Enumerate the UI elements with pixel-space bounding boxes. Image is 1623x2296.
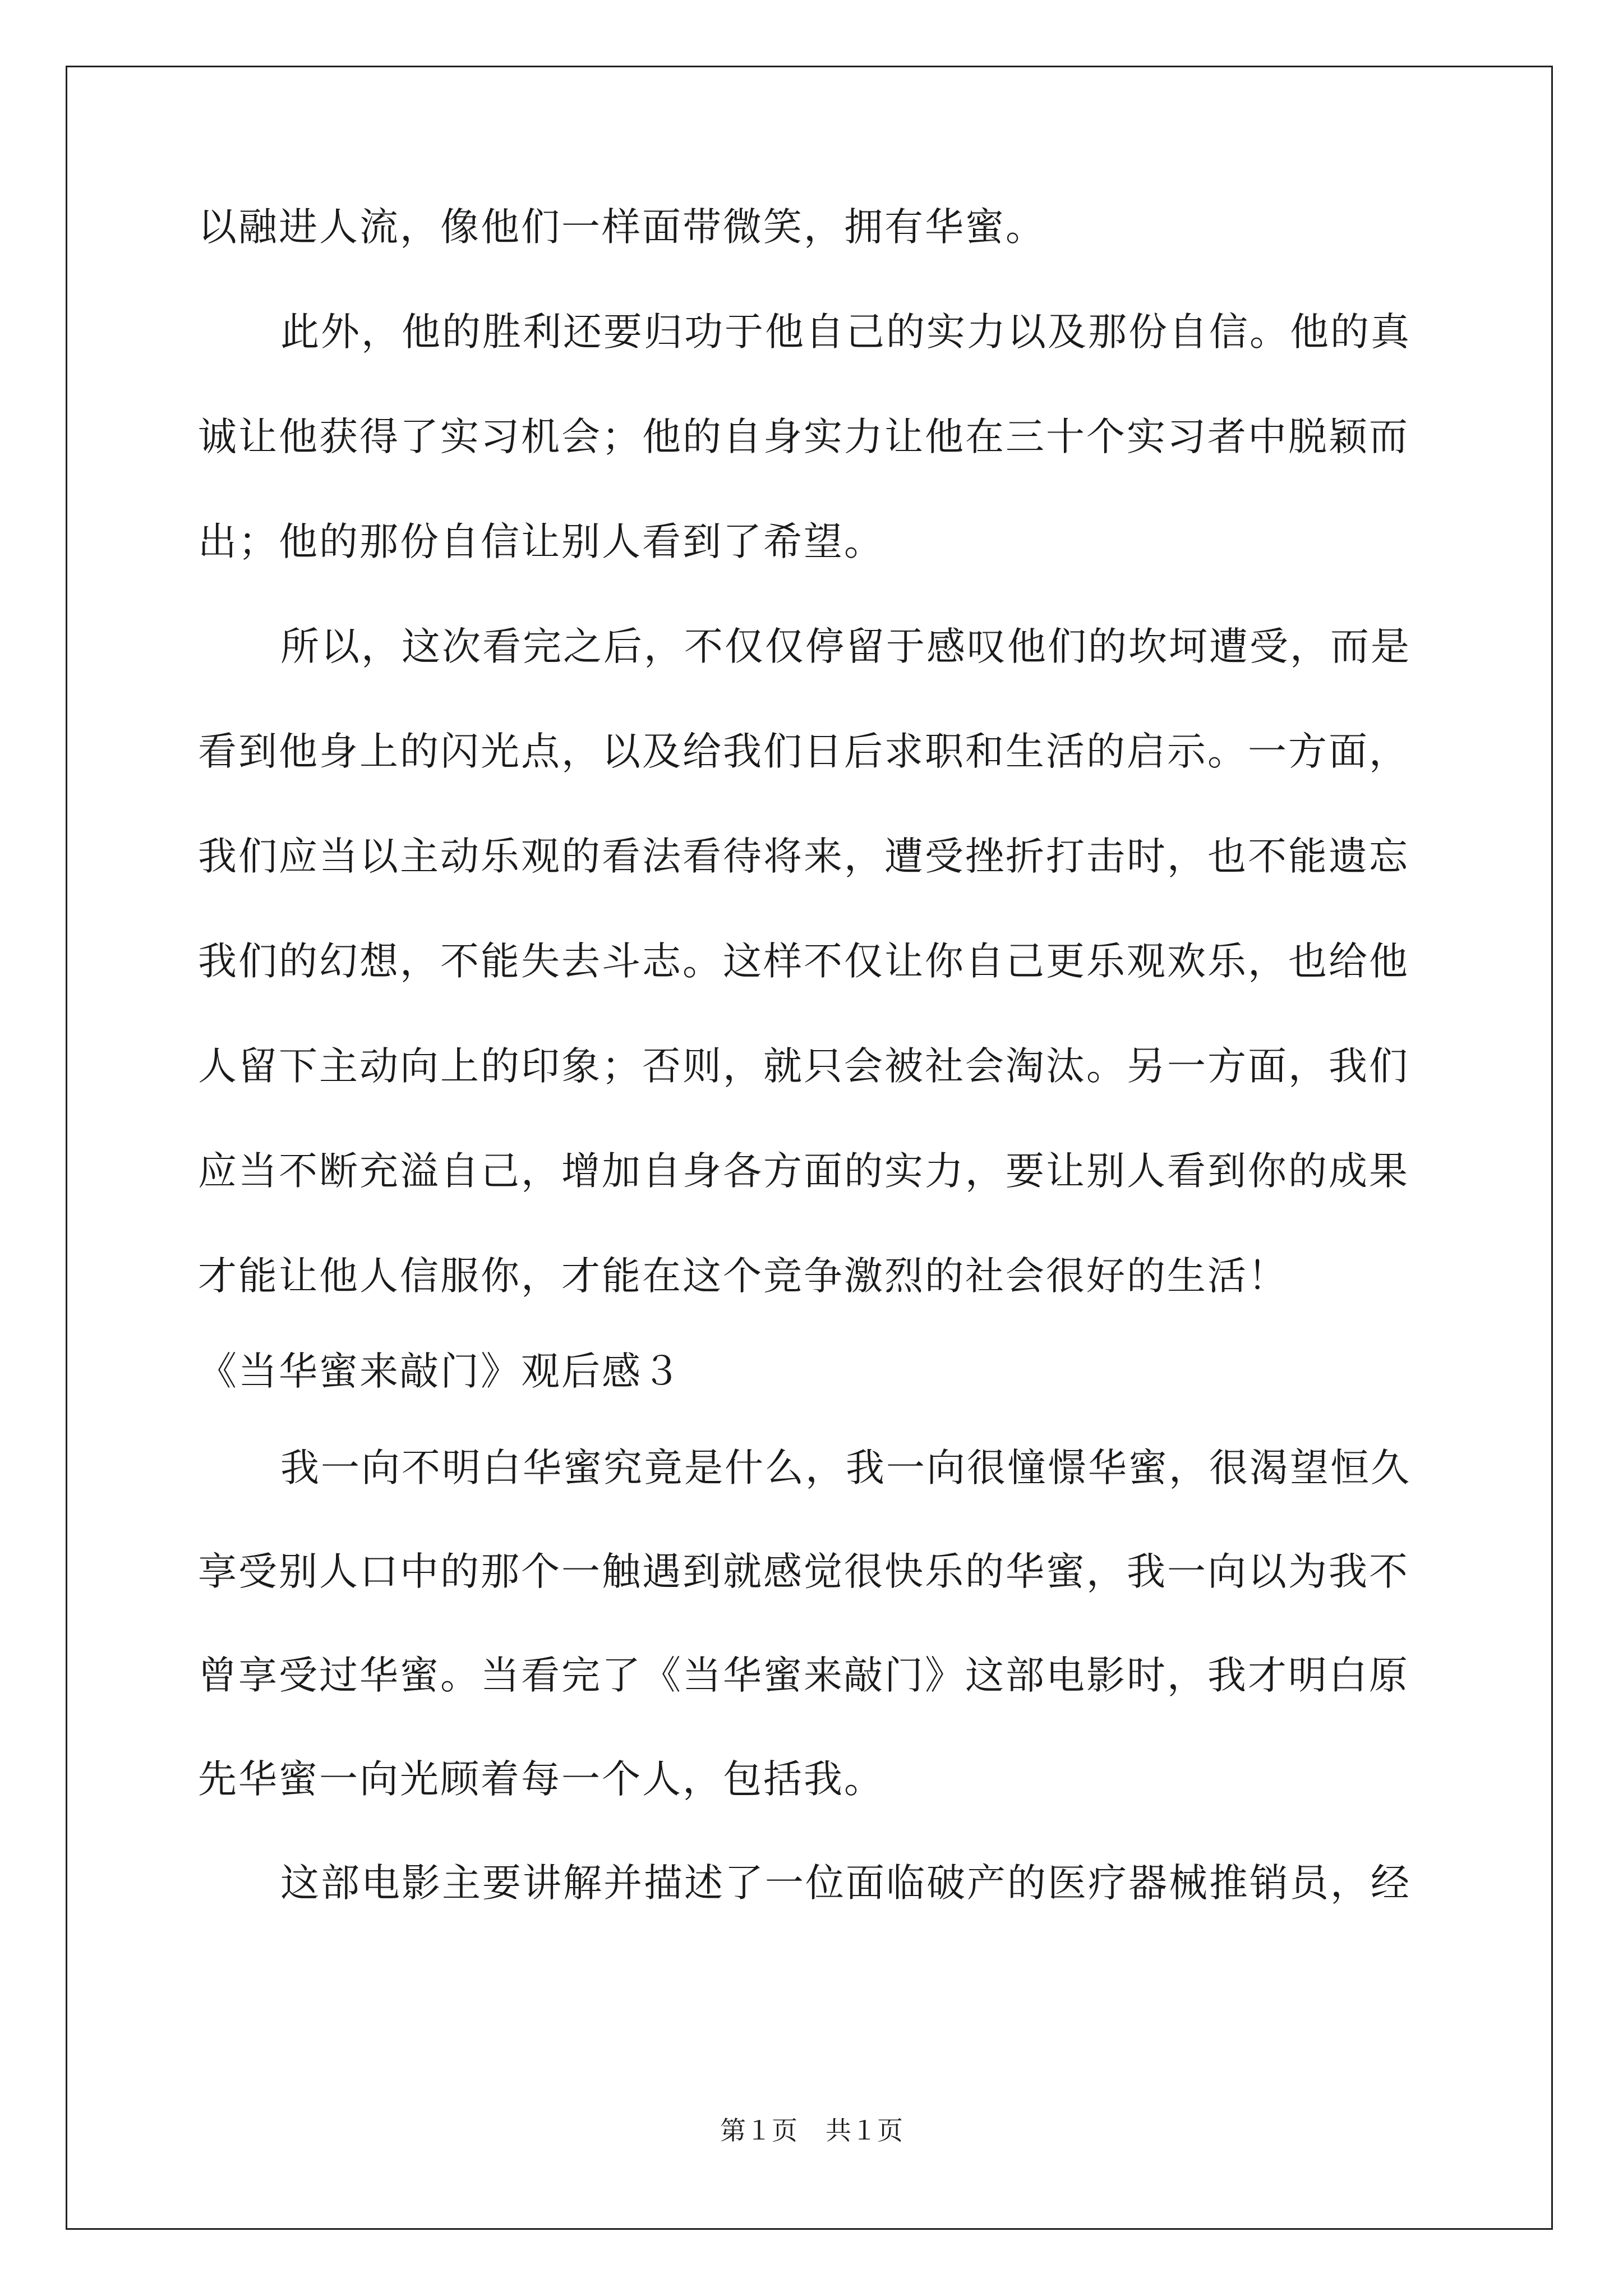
text-line: 人留下主动向上的印象；否则，就只会被社会淘汰。另一方面，我们: [198, 1044, 1409, 1089]
text-line: 先华蜜一向光顾着每一个人，包括我。: [198, 1757, 884, 1802]
text-line: 出；他的那份自信让别人看到了希望。: [198, 519, 884, 564]
text-line: 诚让他获得了实习机会；他的自身实力让他在三十个实习者中脱颖而: [198, 415, 1409, 459]
text-line: 我们的幻想，不能失去斗志。这样不仅让你自己更乐观欢乐，也给他: [198, 939, 1409, 984]
paragraph-start: 所以，这次看完之后，不仅仅停留于感叹他们的坎坷遭受，而是: [280, 624, 1411, 669]
page-footer: [0, 2114, 1623, 2147]
text-line: 应当不断充溢自己，增加自身各方面的实力，要让别人看到你的成果: [198, 1149, 1409, 1194]
paragraph-start: 我一向不明白华蜜究竟是什么，我一向很憧憬华蜜，很渴望恒久: [280, 1446, 1411, 1490]
text-line: 才能让他人信服你，才能在这个竞争激烈的社会很好的生活！: [198, 1254, 1288, 1299]
section-heading: 《当华蜜来敲门》观后感３: [198, 1349, 683, 1394]
text-line: 以融进人流，像他们一样面带微笑，拥有华蜜。: [198, 205, 1046, 250]
page-number: 第１页: [720, 2115, 797, 2146]
text-line: 看到他身上的闪光点，以及给我们日后求职和生活的启示。一方面，: [198, 729, 1409, 774]
paragraph-start: 这部电影主要讲解并描述了一位面临破产的医疗器械推销员，经: [280, 1861, 1411, 1906]
page-total: 共１页: [826, 2115, 903, 2146]
text-line: 我们应当以主动乐观的看法看待将来，遭受挫折打击时，也不能遗忘: [198, 834, 1409, 879]
text-line: 曾享受过华蜜。当看完了《当华蜜来敲门》这部电影时，我才明白原: [198, 1653, 1409, 1698]
paragraph-start: 此外，他的胜利还要归功于他自己的实力以及那份自信。他的真: [280, 310, 1411, 355]
text-line: 享受别人口中的那个一触遇到就感觉很快乐的华蜜，我一向以为我不: [198, 1549, 1409, 1594]
